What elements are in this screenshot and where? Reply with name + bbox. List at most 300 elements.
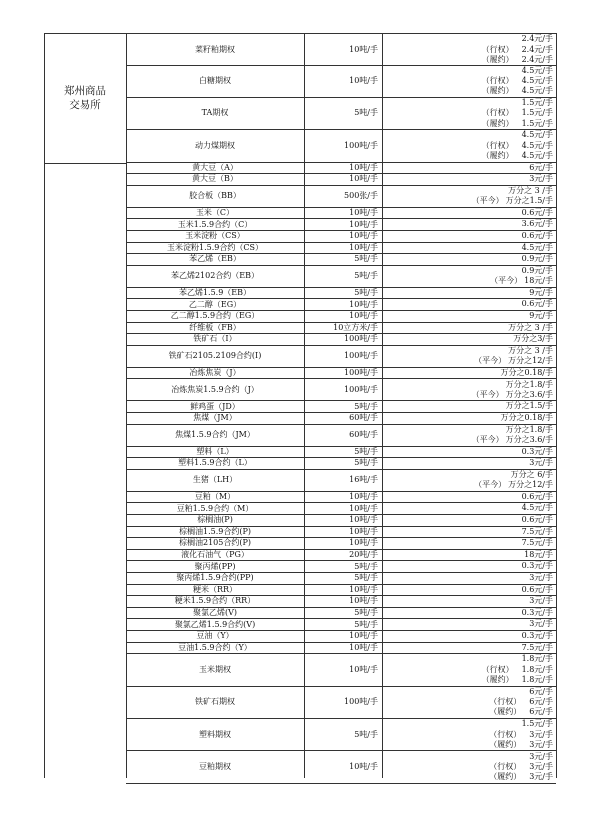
table-row [126, 323, 556, 335]
product-name-cell [126, 619, 304, 630]
product-name: 玉米（C） [195, 208, 235, 218]
fee-line [529, 174, 553, 184]
product-name: 乙二醇（EG） [188, 299, 242, 309]
product-name: 菜籽粕期权 [195, 44, 235, 54]
trading-unit: 10吨/手 [349, 231, 378, 241]
fee-value: 4.5元/手 [521, 242, 553, 252]
fee-lines [522, 219, 553, 229]
fee-value: 万分之0.18/手 [500, 367, 553, 377]
table-row [126, 288, 556, 300]
table-row [126, 447, 556, 459]
fee-lines [482, 98, 553, 129]
product-name-cell [126, 608, 304, 619]
product-name-cell [126, 425, 304, 446]
trading-unit-cell [304, 550, 382, 561]
fee-value: 7.5元/手 [521, 538, 553, 548]
fee-lines [522, 299, 553, 309]
trading-unit: 10吨/手 [349, 596, 378, 606]
fee-lines [529, 573, 553, 583]
fee-lines [529, 288, 553, 298]
fee-value: 4.5元/手 [521, 65, 553, 75]
exchange-name-line2: 交易所 [69, 99, 101, 112]
trading-unit: 10吨/手 [349, 311, 378, 321]
product-name: 冶炼焦炭1.5.9合约（J） [171, 384, 259, 394]
trading-unit-cell [304, 231, 382, 242]
fee-cell [382, 323, 556, 334]
fee-lines [489, 752, 553, 783]
trading-unit-cell [304, 719, 382, 750]
fee-value: 万分之 3 /手 [508, 345, 553, 355]
fee-line [482, 665, 553, 675]
fee-value: 4.5元/手 [521, 503, 553, 513]
fee-lines [474, 346, 553, 367]
trading-unit: 60吨/手 [349, 413, 378, 423]
fee-value: 6元/手 [529, 707, 553, 717]
fee-line [489, 762, 553, 772]
fee-value: 9元/手 [529, 287, 553, 297]
trading-unit: 100吨/手 [344, 697, 378, 707]
trading-unit: 10吨/手 [349, 44, 378, 54]
table-row [126, 619, 556, 631]
fee-cell [382, 643, 556, 654]
product-name-cell [126, 130, 304, 161]
product-name: 黄大豆（B） [192, 174, 238, 184]
trading-unit-cell [304, 470, 382, 491]
table-row [126, 33, 556, 66]
fee-value: 万分之 6/手 [510, 469, 553, 479]
trading-unit-cell [304, 65, 382, 96]
product-name-cell [126, 379, 304, 400]
product-name: 豆油（Y） [196, 631, 234, 641]
trading-unit-cell [304, 687, 382, 718]
fee-cell [382, 174, 556, 185]
product-name: 胶合板（BB） [189, 191, 241, 201]
product-name-cell [126, 527, 304, 538]
product-name-cell [126, 470, 304, 491]
fee-lines [529, 163, 553, 173]
fee-value: 1.5元/手 [521, 118, 553, 128]
trading-unit: 5吨/手 [354, 608, 378, 618]
fee-lines [522, 631, 553, 641]
fee-cell [382, 719, 556, 750]
fee-tag: （行权） [481, 664, 514, 674]
product-name: 聚丙烯(PP) [194, 561, 236, 571]
fee-cell [382, 243, 556, 254]
fee-tag: （行权） [481, 140, 514, 150]
product-name-cell [126, 163, 304, 174]
fee-line [522, 231, 553, 241]
fee-cell [382, 186, 556, 207]
product-name: 豆粕（M） [194, 492, 236, 502]
fee-value: 4.5元/手 [521, 151, 553, 161]
table-row [126, 231, 556, 243]
fee-line [482, 86, 553, 96]
product-name-cell [126, 323, 304, 334]
trading-unit: 10吨/手 [349, 584, 378, 594]
product-name: 鲜鸡蛋（JD） [190, 401, 240, 411]
trading-unit-cell [304, 379, 382, 400]
trading-unit: 100吨/手 [344, 368, 378, 378]
trading-unit-cell [304, 538, 382, 549]
fee-line [522, 503, 553, 513]
trading-unit-cell [304, 413, 382, 424]
trading-unit: 5吨/手 [354, 561, 378, 571]
product-name-cell [126, 243, 304, 254]
fee-lines [500, 413, 553, 423]
trading-unit: 10吨/手 [349, 631, 378, 641]
fee-lines [522, 608, 553, 618]
fee-line [472, 196, 553, 206]
fee-line [522, 219, 553, 229]
fee-cell [382, 98, 556, 129]
fee-value: 0.9元/手 [521, 254, 553, 264]
product-name: 铁矿石2105.2109合约(I) [168, 351, 262, 361]
fee-line [522, 515, 553, 525]
fee-value: 万分之12/手 [508, 356, 553, 366]
table-row [126, 515, 556, 527]
fee-lines [529, 619, 553, 629]
fee-line [529, 619, 553, 629]
trading-unit-cell [304, 631, 382, 642]
table-row [126, 643, 556, 655]
product-name-cell [126, 174, 304, 185]
fee-cell [382, 608, 556, 619]
fee-value: 3元/手 [529, 458, 553, 468]
trading-unit: 10吨/手 [349, 76, 378, 86]
product-name-cell [126, 334, 304, 345]
product-name-cell [126, 208, 304, 219]
trading-unit: 5吨/手 [354, 288, 378, 298]
fee-cell [382, 585, 556, 596]
fee-cell [382, 334, 556, 345]
fee-line [489, 697, 553, 707]
fee-line [511, 470, 553, 480]
fee-cell [382, 458, 556, 469]
fee-value: 0.6元/手 [521, 515, 553, 525]
product-name: 塑料1.5.9合约（L） [178, 458, 252, 468]
fee-line [474, 480, 553, 490]
fee-cell [382, 368, 556, 379]
product-name: 白糖期权 [199, 76, 231, 86]
fee-value: 18元/手 [524, 276, 553, 286]
fee-cell [382, 515, 556, 526]
trading-unit-cell [304, 130, 382, 161]
fee-line [524, 550, 553, 560]
fee-lines [472, 186, 553, 207]
product-name-cell [126, 573, 304, 584]
fee-cell [382, 130, 556, 161]
trading-unit: 10吨/手 [349, 174, 378, 184]
trading-unit-cell [304, 425, 382, 446]
fee-tag: （履约） [481, 118, 514, 128]
product-name: 生猪（LH） [192, 475, 238, 485]
trading-unit: 10吨/手 [349, 526, 378, 536]
trading-unit: 5吨/手 [354, 446, 378, 456]
trading-unit: 100吨/手 [344, 384, 378, 394]
table-row [126, 186, 556, 208]
fee-line [522, 447, 553, 457]
fee-line [482, 76, 553, 86]
fee-value: 2.4元/手 [521, 54, 553, 64]
product-name-cell [126, 254, 304, 265]
fee-lines [482, 130, 553, 161]
fee-value: 0.6元/手 [521, 584, 553, 594]
fee-tag: （履约） [481, 86, 514, 96]
fee-lines [522, 492, 553, 502]
product-name: 焦煤1.5.9合约（JM） [175, 430, 255, 440]
fee-lines [522, 243, 553, 253]
fee-cell [382, 561, 556, 572]
fee-cell [382, 687, 556, 718]
product-name: 乙二醇1.5.9合约（EG） [170, 311, 260, 321]
fee-tag: （行权） [481, 108, 514, 118]
fee-value: 万分之12/手 [508, 480, 553, 490]
trading-unit: 5吨/手 [354, 619, 378, 629]
fee-line [506, 380, 553, 390]
fee-line [489, 707, 553, 717]
fee-value: 万分之3.6/手 [505, 435, 553, 445]
fee-cell [382, 346, 556, 367]
product-name: TA期权 [201, 108, 229, 118]
fee-lines [522, 561, 553, 571]
trading-unit-cell [304, 401, 382, 412]
fee-value: 3元/手 [529, 739, 553, 749]
fee-value: 0.6元/手 [521, 207, 553, 217]
fee-value: 0.6元/手 [521, 299, 553, 309]
table-row [126, 243, 556, 255]
fee-value: 1.8元/手 [521, 654, 553, 664]
fee-line [522, 208, 553, 218]
fee-value: 3元/手 [529, 596, 553, 606]
fee-value: 18元/手 [524, 549, 553, 559]
product-name-cell [126, 631, 304, 642]
product-name-cell [126, 719, 304, 750]
table-row [126, 561, 556, 573]
fee-value: 3元/手 [529, 174, 553, 184]
fee-line [506, 401, 553, 411]
table-row [126, 654, 556, 686]
trading-unit-cell [304, 447, 382, 458]
trading-unit-cell [304, 174, 382, 185]
product-name: 焦煤（JM） [193, 413, 237, 423]
trading-unit-cell [304, 311, 382, 322]
fee-line [508, 346, 553, 356]
fee-line [529, 163, 553, 173]
fee-prefix: （平今） [471, 435, 504, 445]
trading-unit-cell [304, 596, 382, 607]
fee-line [522, 538, 553, 548]
fee-tag: （履约） [489, 707, 522, 717]
trading-unit-cell [304, 643, 382, 654]
fee-line [482, 55, 553, 65]
fee-line [482, 45, 553, 55]
trading-unit-cell [304, 585, 382, 596]
table-row [126, 163, 556, 175]
table-row [126, 503, 556, 515]
exchange-name-line1: 郑州商品 [64, 85, 106, 98]
fee-tag: （行权） [481, 44, 514, 54]
exchange-name [64, 84, 106, 112]
fee-line [489, 730, 553, 740]
product-name-cell [126, 447, 304, 458]
fee-line [529, 311, 553, 321]
fee-value: 3.6元/手 [521, 219, 553, 229]
trading-unit: 10吨/手 [349, 162, 378, 172]
trading-unit: 100吨/手 [344, 140, 378, 150]
fee-value: 1.8元/手 [521, 675, 553, 685]
fee-line [482, 719, 553, 729]
fee-tag: （履约） [481, 675, 514, 685]
fee-line [482, 66, 553, 76]
product-name: 液化石油气（PG） [181, 550, 249, 560]
fee-line [506, 425, 553, 435]
fee-value: 7.5元/手 [521, 642, 553, 652]
fee-line [482, 34, 553, 44]
fee-prefix: （平今） [471, 196, 504, 206]
fee-line [529, 573, 553, 583]
table-row [126, 130, 556, 162]
table-row [126, 65, 556, 97]
fee-lines [472, 425, 553, 446]
fee-line [513, 334, 553, 344]
fee-value: 9元/手 [529, 311, 553, 321]
fee-cell [382, 401, 556, 412]
trading-unit-cell [304, 163, 382, 174]
fee-value: 4.5元/手 [521, 75, 553, 85]
product-name: 聚丙烯1.5.9合约(PP) [176, 573, 254, 583]
trading-unit-cell [304, 561, 382, 572]
fee-value: 3元/手 [529, 751, 553, 761]
trading-unit-cell [304, 219, 382, 230]
fee-lines [522, 503, 553, 513]
fee-lines [522, 231, 553, 241]
fee-tag: （履约） [489, 772, 522, 782]
fee-value: 4.5元/手 [521, 140, 553, 150]
fee-line [522, 585, 553, 595]
trading-unit-cell [304, 515, 382, 526]
fee-tag: （行权） [481, 75, 514, 85]
fee-value: 0.3元/手 [521, 631, 553, 641]
fee-tag [482, 719, 522, 729]
fee-cell [382, 65, 556, 96]
fee-value: 万分之1.8/手 [505, 379, 553, 389]
table-row [126, 751, 556, 783]
product-name: 棕榈油1.5.9合约(P) [179, 526, 251, 536]
fee-value: 1.8元/手 [521, 664, 553, 674]
fee-cell [382, 596, 556, 607]
product-name-cell [126, 299, 304, 310]
fee-cell [382, 447, 556, 458]
fee-value: 万分之1.5/手 [505, 401, 553, 411]
trading-unit: 5吨/手 [354, 271, 378, 281]
fee-lines [522, 643, 553, 653]
fee-value: 3元/手 [529, 761, 553, 771]
fee-lines [482, 719, 553, 750]
fee-line [482, 119, 553, 129]
fee-cell [382, 34, 556, 65]
trading-unit: 100吨/手 [344, 334, 378, 344]
trading-unit-cell [304, 98, 382, 129]
trading-unit-cell [304, 208, 382, 219]
table-row [126, 470, 556, 492]
trading-unit-cell [304, 527, 382, 538]
fee-tag [482, 66, 522, 76]
fee-lines [472, 380, 553, 401]
fee-tag: （行权） [489, 697, 522, 707]
product-name: 苯乙烯（EB） [189, 254, 241, 264]
fee-value: 0.3元/手 [521, 607, 553, 617]
fee-cell [382, 219, 556, 230]
fee-line [482, 130, 553, 140]
table-row [126, 311, 556, 323]
table-row [126, 254, 556, 266]
trading-unit-cell [304, 334, 382, 345]
table-row [126, 585, 556, 597]
fee-lines [522, 527, 553, 537]
trading-unit-cell [304, 619, 382, 630]
trading-unit-cell [304, 34, 382, 65]
fee-table [44, 33, 556, 782]
product-name-cell [126, 654, 304, 685]
fee-tag [482, 130, 522, 140]
fee-line [500, 368, 553, 378]
table-row [126, 538, 556, 550]
fee-cell [382, 550, 556, 561]
fee-line [489, 772, 553, 782]
table-row [126, 266, 556, 288]
product-name: 粳米（RR） [192, 584, 238, 594]
fee-lines [529, 458, 553, 468]
fee-lines [522, 208, 553, 218]
trading-unit: 10吨/手 [349, 664, 378, 674]
product-name-cell [126, 266, 304, 287]
fee-tag: （行权） [489, 729, 522, 739]
table-row [126, 687, 556, 719]
fee-tag [482, 98, 522, 108]
fee-value: 2.4元/手 [521, 44, 553, 54]
product-name: 黄大豆（A） [192, 162, 238, 172]
product-name: 玉米1.5.9合约（C） [177, 219, 253, 229]
product-name: 铁矿石期权 [195, 697, 235, 707]
fee-line [482, 654, 553, 664]
trading-unit: 20吨/手 [349, 550, 378, 560]
fee-value: 1.5元/手 [521, 108, 553, 118]
trading-unit: 10吨/手 [349, 219, 378, 229]
fee-value: 0.6元/手 [521, 491, 553, 501]
trading-unit: 10吨/手 [349, 208, 378, 218]
table-row [126, 527, 556, 539]
table-row [126, 573, 556, 585]
trading-unit: 5吨/手 [354, 573, 378, 583]
fee-cell [382, 266, 556, 287]
fee-value: 3元/手 [529, 573, 553, 583]
trading-unit: 5吨/手 [354, 108, 378, 118]
fee-cell [382, 311, 556, 322]
product-name: 玉米淀粉（CS） [185, 231, 245, 241]
trading-unit: 100吨/手 [344, 351, 378, 361]
product-name-cell [126, 751, 304, 782]
fee-tag [482, 34, 522, 44]
product-name-cell [126, 596, 304, 607]
fee-value: 万分之 3 /手 [508, 322, 553, 332]
trading-unit: 10吨/手 [349, 762, 378, 772]
product-name: 苯乙烯2102合约（EB） [170, 271, 260, 281]
table-row [126, 719, 556, 751]
fee-cell [382, 470, 556, 491]
trading-unit-cell [304, 266, 382, 287]
fee-tag [489, 752, 529, 762]
fee-line [482, 141, 553, 151]
